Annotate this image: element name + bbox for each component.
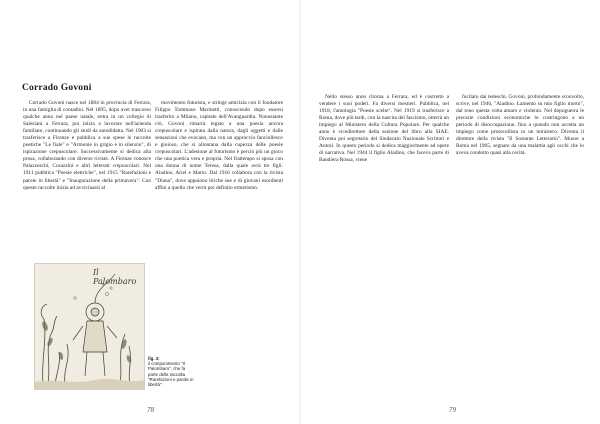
paragraph: movimento futurista, e stringe amicizia con il fondatore Filippo Tommaso Marinetti, conoscendo dopo essersi trasferito a Milano, capitale dell'Avanguardia. Nonostante ciò, Govoni rimarrà legato a una poesia ancora crepuscolare e ispirata dalla natura, dagli oggetti e dalle sensazioni che evocano, ma con un approccio fanciullesco e gioioso, che si allontana dalla cupezza delle poesie crepuscolari. L'adesione al futurismo è perciò più un gioco che una poetica vera e propria. Nel frattempo si sposa con una donna di nome Teresa, dalla quale avrà tre figli: Aladino, Ariel e Mario. Dal 1916 collabora con la rivista "Diana", dove appaiono liriche sue e di giovani esordienti affini a quello che verrà poi definito ermetismo. xyxy=(155,100,283,191)
palombaro-illustration xyxy=(34,263,145,390)
text-column-1 xyxy=(23,100,151,192)
paragraph: fucilato dai tedeschi. Govoni, profondamente sconvolto, scrive, nel 1946, "Aladino. Lamento su mio figlio morto", dal tono questa volta amaro e violento. Nel dopoguerra le precarie condizioni economiche lo costringono a un periodo di disoccupazione, fino a quando non accetta un impiego come protocollista in un ministero. Diventa il direttore della rivista "Il Sostante Letterario". Muore a Roma nel 1965, segnato da una malattia agli occhi che lo aveva condotto quasi alla cecità. xyxy=(456,94,584,157)
article-title: Corrado Govoni xyxy=(22,83,92,93)
caption-text: il componimento "Il Palombaro", che fa parte della raccolta "Rarefazioni e parole in libertà". xyxy=(148,361,194,388)
page-number-left: 78 xyxy=(147,406,154,414)
paragraph: Nello stesso anno ritorna a Ferrara, ed è costretto a vendere i suoi poderi. Fa diversi mestieri. Pubblica, nel 1918, l'antologia "Poesie scelte". Nel 1919 si trasferisce a Roma, dove più tardi, con la nascita del fascismo, otterrà un impiego al Ministero della Cultura Popolare. Per qualche anno è vicedirettore della sezione del libro alla SIAE. Diventa poi segretario del Sindacato Nazionale Scrittori e Autori. In questo periodo si dedica maggiormente ad opere di narrativa. Nel 1944 il figlio Aladino, che faceva parte di Bandiera Rossa, viene xyxy=(319,94,449,164)
text-column-3 xyxy=(319,94,449,164)
sketch-title: Il Palombaro xyxy=(93,268,137,286)
page-gutter xyxy=(299,0,301,424)
figure-caption xyxy=(148,356,194,387)
page-number-right: 79 xyxy=(449,406,456,414)
text-column-4 xyxy=(456,94,584,157)
text-column-2 xyxy=(155,100,283,192)
caption-label: fig. 3: xyxy=(148,356,160,361)
paragraph: Corrado Govoni nasce nel 1884 in provincia di Ferrara, in una famiglia di contadini. Nel 1895, dopo aver trascorso qualche anno nel paese natale, entra in un collegio di Salesiani a Ferrara, poi inizia a lavorare nell'azienda familiare, continuando gli studi da autodidatta. Nel 1903 si trasferisce a Firenze e pubblica a sue spese le raccolte poetiche "Le fiale" e "Armonie in grigio e in silenzio", di ispirazione crepuscolare. Successivamente si dedica alla prosa, collaborando con diverse riviste. A Firenze conosce Palazzeschi, Corazzini e altri letterati crepuscolari. Nel 1911 pubblica "Poesie elettriche", nel 1915 "Rarefazioni e parole in libertà" e "Inaugurazione della primavera". Con queste raccolte inizia ad avvicinarsi al xyxy=(23,100,151,191)
